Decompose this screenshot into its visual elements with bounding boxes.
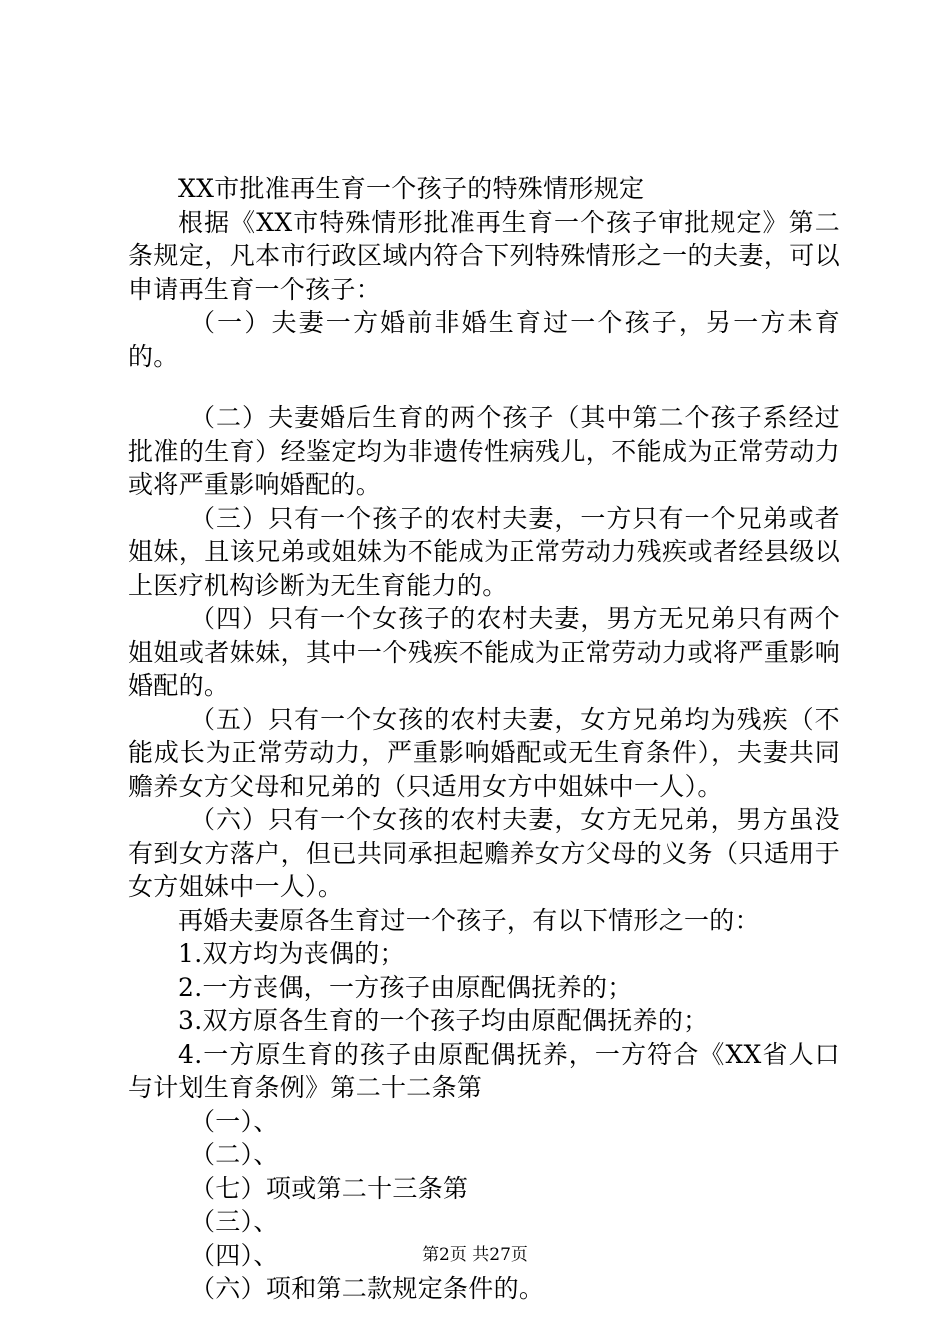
remarriage-intro: 再婚夫妻原各生育过一个孩子，有以下情形之一的： (178, 905, 760, 935)
remarriage-item-3: 3.双方原各生育的一个孩子均由原配偶抚养的； (178, 1006, 709, 1035)
intro-paragraph: 根据《XX市特殊情形批准再生育一个孩子审批规定》第二条规定，凡本市行政区域内符合下列特殊情形之一的夫妻，可以申请再生育一个孩子： (128, 207, 840, 304)
item-2: （二）夫妻婚后生育的两个孩子（其中第二个孩子系经过批准的生育）经鉴定均为非遗传性病残儿，不能成为正常劳动力或将严重影响婚配的。 (128, 403, 840, 499)
remarriage-item-2: 2.一方丧偶，一方孩子由原配偶抚养的； (178, 972, 633, 1002)
fragment-2: （二）、 (190, 1140, 279, 1169)
item-5: （五）只有一个女孩的农村夫妻，女方兄弟均为残疾（不能成长为正常劳动力，严重影响婚配或无生育条件），夫妻共同赡养女方父母和兄弟的（只适用女方中姐妹中一人）。 (128, 704, 840, 801)
document-body (128, 172, 840, 1306)
fragment-5: （四）、 (190, 1240, 279, 1270)
fragment-1: （一）、 (190, 1106, 279, 1136)
remarriage-item-1: 1.双方均为丧偶的； (178, 939, 405, 968)
blank-line (128, 373, 840, 401)
fragment-4: （三）、 (190, 1207, 279, 1236)
item-4: （四）只有一个女孩子的农村夫妻，男方无兄弟只有两个姐姐或者妹妹，其中一个残疾不能成为正常劳动力或将严重影响婚配的。 (128, 604, 840, 700)
item-1: （一）夫妻一方婚前非婚生育过一个孩子，另一方未育的。 (128, 308, 840, 371)
document-title: XX市批准再生育一个孩子的特殊情形规定 (178, 174, 645, 203)
fragment-6: （六）项和第二款规定条件的。 (190, 1274, 545, 1303)
page-number-footer: 第2页 共27页 (422, 1245, 528, 1265)
fragment-3: （七）项或第二十三条第 (190, 1173, 469, 1203)
item-6: （六）只有一个女孩的农村夫妻，女方无兄弟，男方虽没有到女方落户，但已共同承担起赡养女方父母的义务（只适用于女方姐妹中一人）。 (128, 805, 840, 901)
item-3: （三）只有一个孩子的农村夫妻，一方只有一个兄弟或者姐妹，且该兄弟或姐妹为不能成为正常劳动力残疾或者经县级以上医疗机构诊断为无生育能力的。 (128, 503, 840, 600)
remarriage-item-4: 4.一方原生育的孩子由原配偶抚养，一方符合《XX省人口与计划生育条例》第二十二条第 (128, 1039, 840, 1102)
